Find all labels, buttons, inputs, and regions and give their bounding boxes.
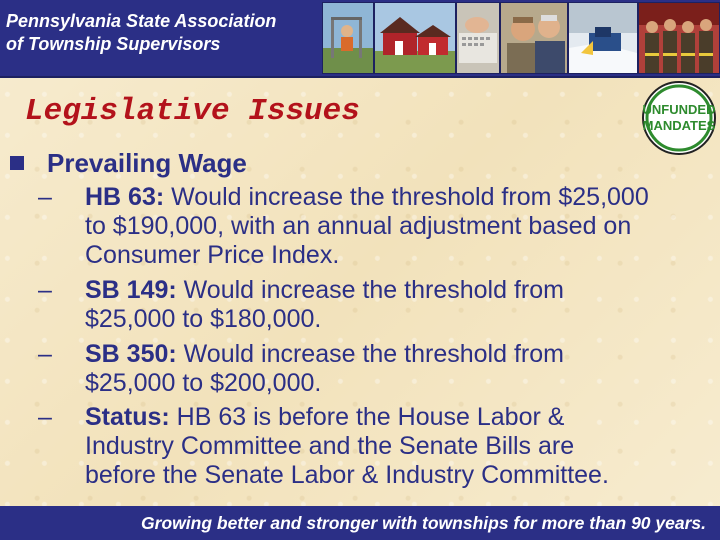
status-label: Status: — [85, 403, 170, 431]
footer-tagline: Growing better and stronger with townships for more than 90 years. — [141, 513, 706, 533]
dash-marker: – — [38, 403, 52, 431]
barn-photo — [374, 2, 456, 74]
sub-item-sb350 — [38, 340, 718, 400]
section-title: Legislative Issues — [25, 94, 360, 129]
firefighters-photo — [638, 2, 720, 74]
sub-item-text — [85, 340, 720, 398]
bill-text-line: $25,000 to $200,000. — [85, 369, 322, 397]
dash-marker: – — [38, 276, 52, 304]
dash-marker: – — [38, 340, 52, 368]
sub-item-hb63 — [38, 183, 718, 273]
bill-text-line: Would increase the threshold from $25,000 — [164, 183, 649, 211]
status-text-line: HB 63 is before the House Labor & — [169, 403, 565, 431]
playground-photo — [322, 2, 374, 74]
organization-name-line1: Pennsylvania State Association — [6, 11, 277, 31]
bill-text-line: $25,000 to $180,000. — [85, 305, 322, 333]
bill-text-line: Would increase the threshold from — [176, 340, 564, 368]
unfunded-mandates-badge — [641, 80, 717, 156]
status-text-line: before the Senate Labor & Industry Committee. — [85, 461, 609, 489]
keyboard-photo — [456, 2, 500, 74]
people-photo — [500, 2, 568, 74]
sub-item-text — [85, 403, 720, 490]
organization-name — [6, 10, 321, 56]
sub-item-sb149 — [38, 276, 718, 336]
bill-text-line: Would increase the threshold from — [176, 276, 564, 304]
footer-banner — [0, 506, 720, 540]
bill-label: SB 350: — [85, 340, 177, 368]
sub-item-text — [85, 183, 720, 270]
sub-item-status — [38, 403, 718, 493]
bill-text-line: Consumer Price Index. — [85, 241, 340, 269]
header-banner — [0, 0, 720, 78]
dash-marker: – — [38, 183, 52, 211]
status-text-line: Industry Committee and the Senate Bills are — [85, 432, 575, 460]
snowplow-photo — [568, 2, 638, 74]
bill-text-line: to $190,000, with an annual adjustment based on — [85, 212, 632, 240]
bill-label: SB 149: — [85, 276, 177, 304]
bullet-square-icon — [10, 156, 24, 170]
badge-line1: UNFUNDED — [642, 102, 716, 117]
sub-item-text — [85, 276, 720, 334]
badge-line2: MANDATES — [642, 118, 716, 133]
main-bullet-prevailing-wage: Prevailing Wage — [47, 148, 247, 178]
organization-name-line2: of Township Supervisors — [6, 34, 221, 54]
bill-label: HB 63: — [85, 183, 165, 211]
